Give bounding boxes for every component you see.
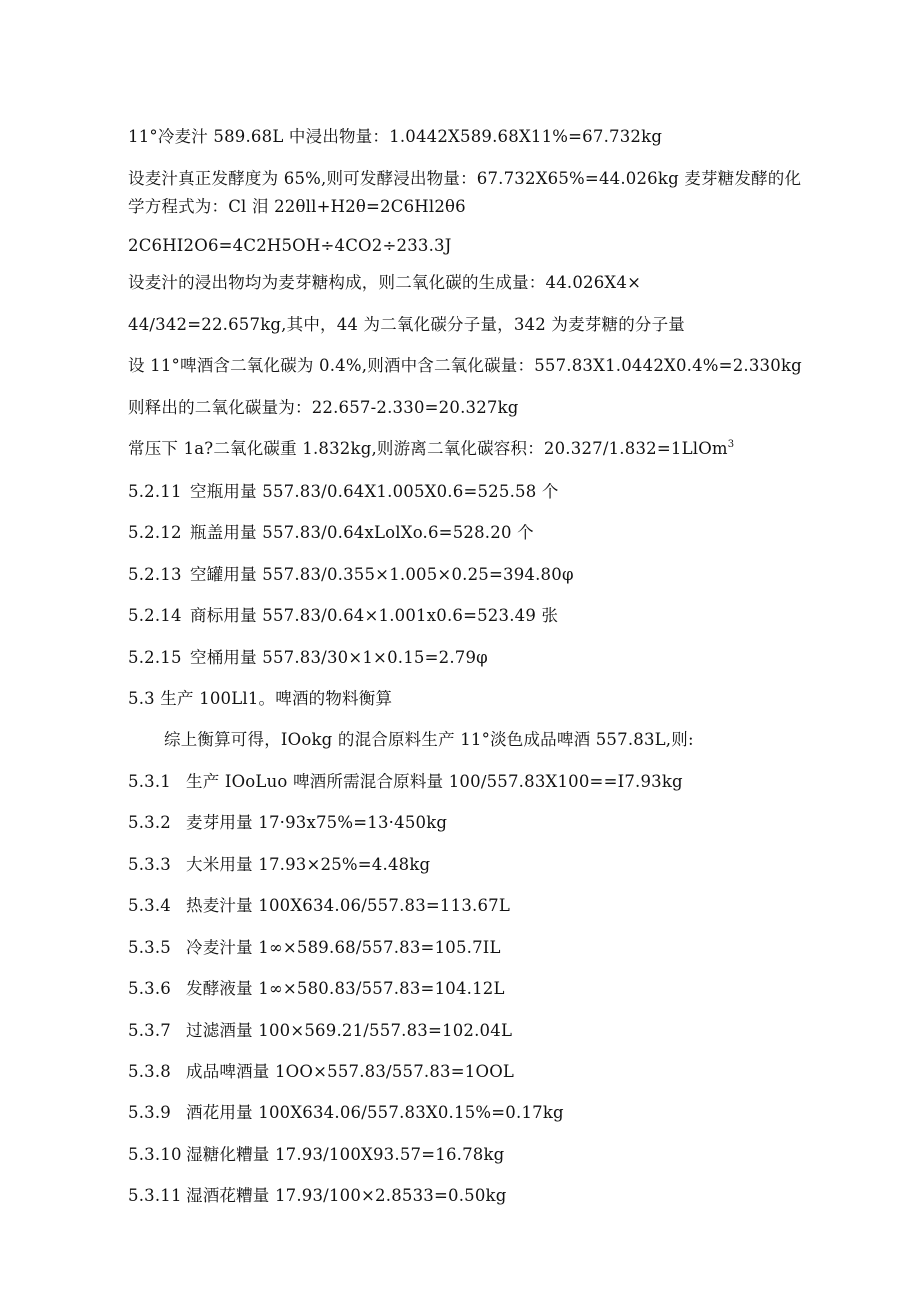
text-line: 2C6HI2O6=4C2H5OH÷4CO2÷233.3J <box>128 236 452 255</box>
item-text: 空桶用量 557.83/30×1×0.15=2.79φ <box>190 648 488 667</box>
item-number: 5.3.11 <box>128 1186 182 1205</box>
text-line-body: 常压下 1a?二氧化碳重 1.832kg,则游离二氧化碳容积：20.327/1.832=1LlOm <box>128 439 728 458</box>
list-item <box>128 978 505 1000</box>
list-item <box>128 647 488 669</box>
list-item <box>128 605 558 627</box>
item-number: 5.3.8 <box>128 1062 171 1081</box>
list-item <box>128 1020 512 1042</box>
item-text: 湿酒花糟量 17.93/100×2.8533=0.50kg <box>186 1186 507 1205</box>
item-number: 5.3.10 <box>128 1145 182 1164</box>
list-item <box>128 854 430 876</box>
item-text: 大米用量 17.93×25%=4.48kg <box>186 855 431 874</box>
intro-paragraph: 综上衡算可得，IOokg 的混合原料生产 11°淡色成品啤酒 557.83L,则: <box>164 730 694 749</box>
item-text: 商标用量 557.83/0.64×1.001x0.6=523.49 张 <box>190 606 559 625</box>
item-number: 5.2.11 <box>128 482 182 501</box>
item-number: 5.2.13 <box>128 565 182 584</box>
text-line: 44∕342=22.657kg,其中，44 为二氧化碳分子量，342 为麦芽糖的分子量 <box>128 315 685 334</box>
item-text: 成品啤酒量 1OO×557.83∕557.83=1OOL <box>186 1062 515 1081</box>
list-item <box>128 481 559 503</box>
list-item <box>128 937 501 959</box>
item-number: 5.2.14 <box>128 606 182 625</box>
text-line <box>128 438 734 460</box>
item-number: 5.3.2 <box>128 813 171 832</box>
list-item <box>128 522 534 544</box>
list-item <box>128 1144 504 1166</box>
item-number: 5.3.3 <box>128 855 171 874</box>
text-line: 设麦汁真正发酵度为 65%,则可发酵浸出物量：67.732X65%=44.026kg 麦芽糖发酵的化 <box>128 169 802 188</box>
item-number: 5.2.12 <box>128 523 182 542</box>
section-heading: 5.3 生产 100Ll1。啤酒的物料衡算 <box>128 689 393 708</box>
item-text: 过滤酒量 100×569.21/557.83=102.04L <box>186 1021 513 1040</box>
item-text: 瓶盖用量 557.83/0.64xLolXo.6=528.20 个 <box>190 523 534 542</box>
list-item <box>128 564 574 586</box>
item-text: 发酵液量 1∞×580.83/557.83=104.12L <box>186 979 505 998</box>
item-number: 5.3.9 <box>128 1103 171 1122</box>
list-item <box>128 1185 507 1207</box>
item-number: 5.3.4 <box>128 896 171 915</box>
text-line: 设 11°啤酒含二氧化碳为 0.4%,则酒中含二氧化碳量：557.83X1.0442X0.4%=2.330kg <box>128 356 802 375</box>
item-text: 湿糖化糟量 17.93/100X93.57=16.78kg <box>186 1145 505 1164</box>
superscript: 3 <box>727 439 735 450</box>
text-line: 设麦汁的浸出物均为麦芽糖构成，则二氧化碳的生成量：44.026X4× <box>128 273 642 292</box>
item-text: 麦芽用量 17·93x75%=13·450kg <box>186 813 448 832</box>
list-item <box>128 771 683 793</box>
list-item <box>128 895 510 917</box>
item-number: 5.3.5 <box>128 938 171 957</box>
list-item <box>128 1102 564 1124</box>
item-number: 5.2.15 <box>128 648 182 667</box>
list-item <box>128 1061 514 1083</box>
text-line: 则释出的二氧化碳量为：22.657-2.330=20.327kg <box>128 398 519 417</box>
item-text: 酒花用量 100X634.06/557.83X0.15%=0.17kg <box>186 1103 564 1122</box>
list-item <box>128 812 447 834</box>
item-text: 热麦汁量 100X634.06/557.83=113.67L <box>186 896 511 915</box>
item-number: 5.3.1 <box>128 772 171 791</box>
item-text: 空罐用量 557.83/0.355×1.005×0.25=394.80φ <box>190 565 574 584</box>
item-text: 空瓶用量 557.83/0.64X1.005X0.6=525.58 个 <box>190 482 559 501</box>
text-line: 学方程式为：Cl 泪 22θll+H2θ=2C6Hl2θ6 <box>128 197 466 216</box>
text-line: 11°冷麦汁 589.68L 中浸出物量：1.0442X589.68X11%=67.732kg <box>128 127 663 146</box>
item-text: 生产 IOoLuo 啤酒所需混合原料量 100∕557.83X100==I7.93kg <box>186 772 683 791</box>
item-text: 冷麦汁量 1∞×589.68/557.83=105.7IL <box>186 938 501 957</box>
item-number: 5.3.7 <box>128 1021 171 1040</box>
item-number: 5.3.6 <box>128 979 171 998</box>
